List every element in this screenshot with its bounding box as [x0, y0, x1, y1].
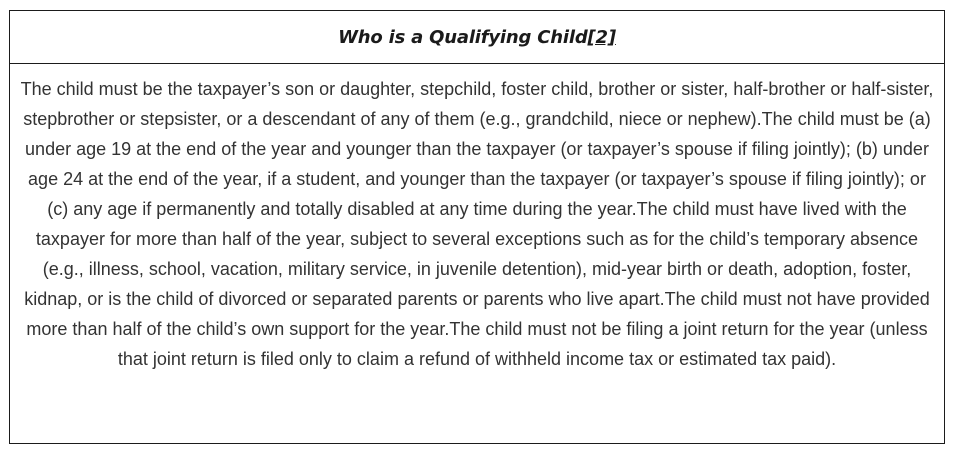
footnote-link[interactable]: [2]	[587, 26, 616, 48]
table-body-cell	[10, 64, 944, 443]
table-title-text: Who is a Qualifying Child	[338, 26, 588, 48]
table-title	[338, 27, 616, 48]
table-header-cell	[10, 11, 944, 64]
qualifying-child-table	[9, 10, 945, 444]
qualifying-child-criteria-text: The child must be the taxpayer’s son or daughter, stepchild, foster child, brother or sister, half-brother or half-sister, stepbrother or stepsister, or a descendant of any of them (e.g., grandchild, niece or nephew).The child must be (a) under age 19 at the end of the year and younger than the taxpayer (or taxpayer’s spouse if filing jointly); (b) under age 24 at the end of the year, if a student, and younger than the taxpayer (or taxpayer’s spouse if filing jointly); or (c) any age if permanently and totally disabled at any time during the year.The child must have lived with the taxpayer for more than half of the year, subject to several exceptions such as for the child’s temporary absence (e.g., illness, school, vacation, military service, in juvenile detention), mid-year birth or death, adoption, foster, kidnap, or is the child of divorced or separated parents or parents who live apart.The child must not have provided more than half of the child’s own support for the year.The child must not be filing a joint return for the year (unless that joint return is filed only to claim a refund of withheld income tax or estimated tax paid).	[20, 79, 934, 369]
